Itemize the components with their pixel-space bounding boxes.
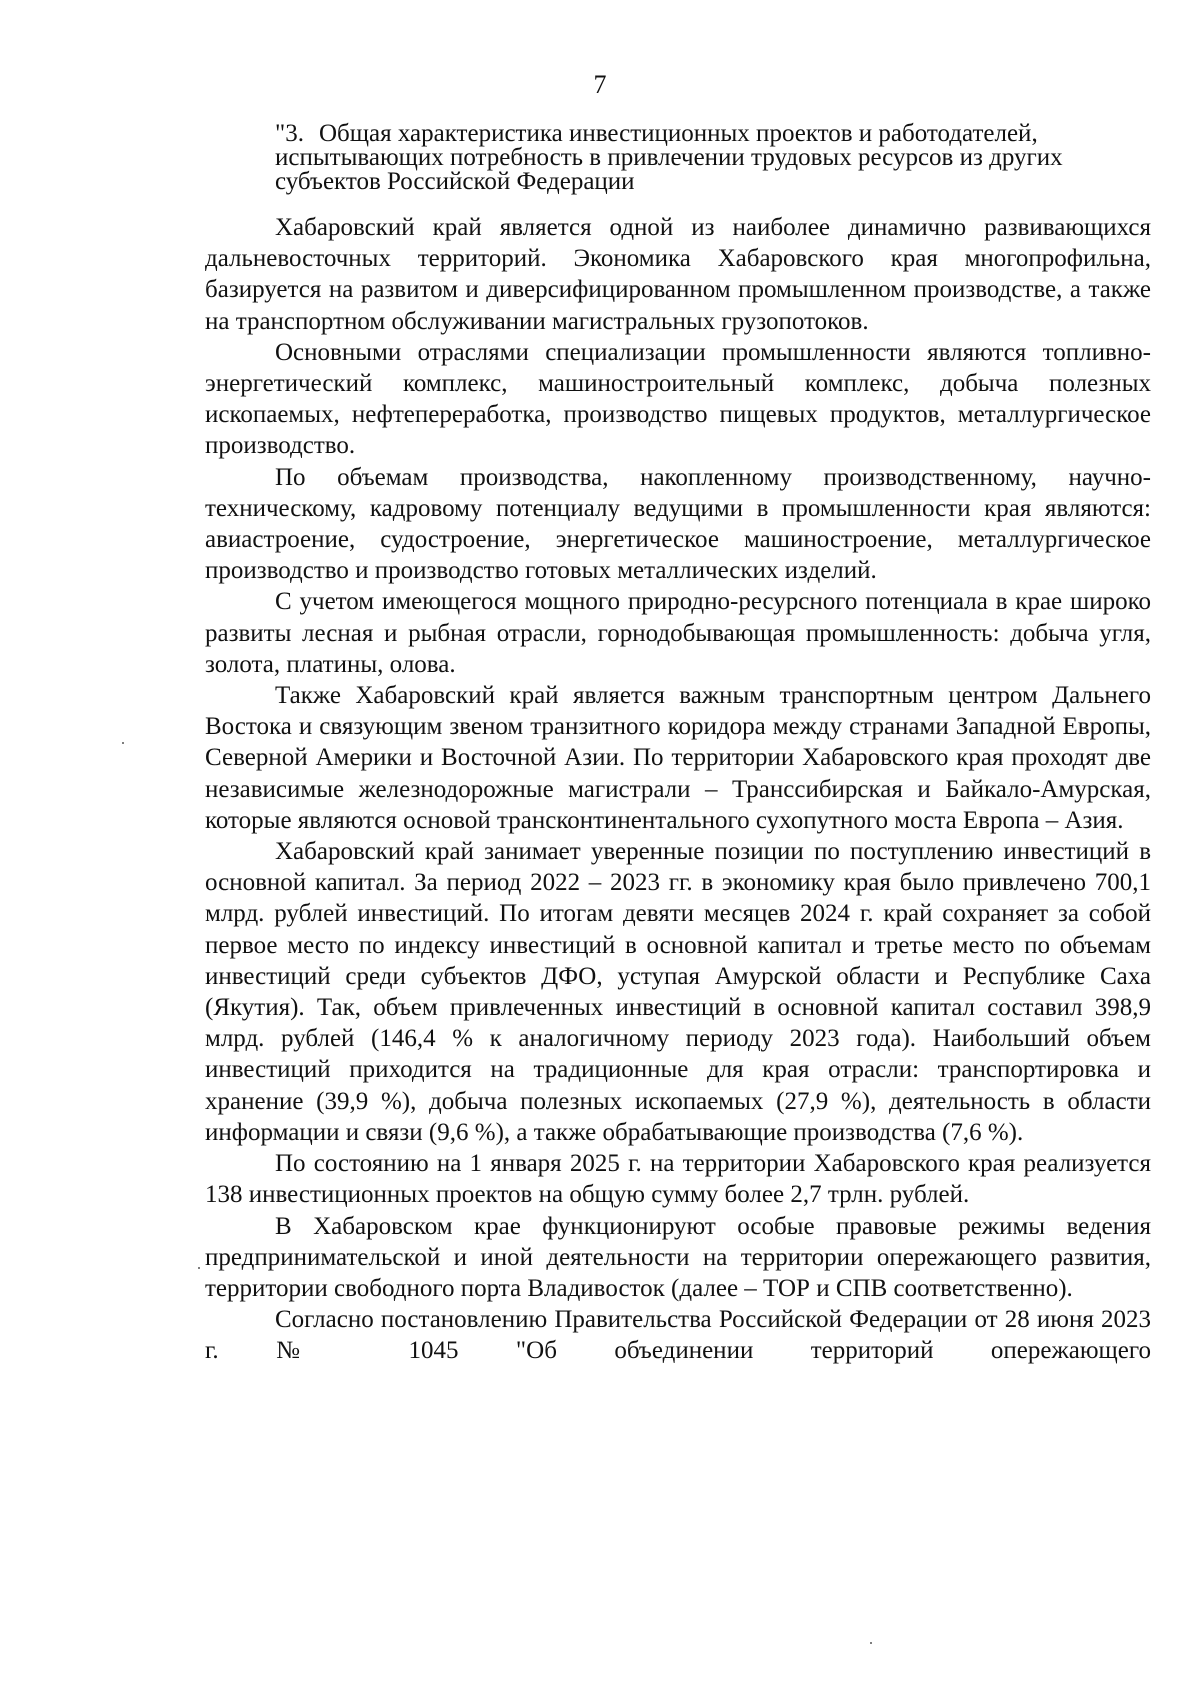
page-number: 7 <box>593 70 607 99</box>
section-title: Общая характеристика инвестиционных проектов и работодателей, испытывающих потребность в привлечении трудовых ресурсов из других субъектов Российской Федерации <box>275 120 1063 195</box>
scan-speck <box>870 1642 872 1644</box>
paragraph: Хабаровский край является одной из наиболее динамично развивающихся дальневосточных территорий. Экономика Хабаровского края многопрофильна, базируется на развитом и диверсифицированном промышленном производстве, а также на транспортном обслуживании магистральных грузопотоков. <box>205 214 1151 335</box>
paragraph: Основными отраслями специализации промышленности являются топливно-энергетический комплекс, машиностроительный комплекс, добыча полезных ископаемых, нефтепереработка, производство пищевых продуктов, металлургическое производство. <box>205 338 1151 460</box>
paragraph: В Хабаровском крае функционируют особые правовые режимы ведения предпринимательской и иной деятельности на территории опережающего развития, территории свободного порта Владивосток (далее – ТОР и СПВ соответственно). <box>205 1212 1151 1302</box>
paragraph: По состоянию на 1 января 2025 г. на территории Хабаровского края реализуется 138 инвестиционных проектов на общую сумму более 2,7 трлн. рублей. <box>205 1150 1151 1209</box>
body-text <box>205 212 1151 1367</box>
paragraph: Согласно постановлению Правительства Российской Федерации от 28 июня 2023 г. № 1045 "Об объединении территорий опережающего <box>205 1306 1151 1365</box>
scan-speck <box>198 1267 200 1269</box>
section-number: "3. <box>275 120 304 147</box>
paragraph: Хабаровский край занимает уверенные позиции по поступлению инвестиций в основной капитал. За период 2022 – 2023 гг. в экономику края было привлечено 700,1 млрд. рублей инвестиций. По итогам девяти месяцев 2024 г. край сохраняет за собой первое место по индексу инвестиций в основной капитал и третье место по объемам инвестиций среди субъектов ДФО, уступая Амурской области и Республике Саха (Якутия). Так, объем привлеченных инвестиций в основной капитал составил 398,9 млрд. рублей (146,4 % к аналогичному периоду 2023 года). Наибольший объем инвестиций приходится на традиционные для края отрасли: транспортировка и хранение (39,9 %), добыча полезных ископаемых (27,9 %), деятельность в области информации и связи (9,6 %), а также обрабатывающие производства (7,6 %). <box>205 838 1151 1146</box>
paragraph: С учетом имеющегося мощного природно-ресурсного потенциала в крае широко развиты лесная и рыбная отрасли, горнодобывающая промышленность: добыча угля, золота, платины, олова. <box>205 588 1151 678</box>
paragraph: По объемам производства, накопленному производственному, научно-техническому, кадровому потенциалу ведущими в промышленности края являются: авиастроение, судостроение, энергетическое машиностроение, металлургическое производство и производство готовых металлических изделий. <box>205 463 1151 585</box>
paragraph: Также Хабаровский край является важным транспортным центром Дальнего Востока и связующим звеном транзитного коридора между странами Западной Европы, Северной Америки и Восточной Азии. По территории Хабаровского края проходят две независимые железнодорожные магистрали – Транссибирская и Байкало-Амурская, которые являются основой трансконтинентального сухопутного моста Европа – Азия. <box>205 682 1151 834</box>
section-heading <box>275 122 1155 194</box>
scan-speck <box>122 742 124 744</box>
